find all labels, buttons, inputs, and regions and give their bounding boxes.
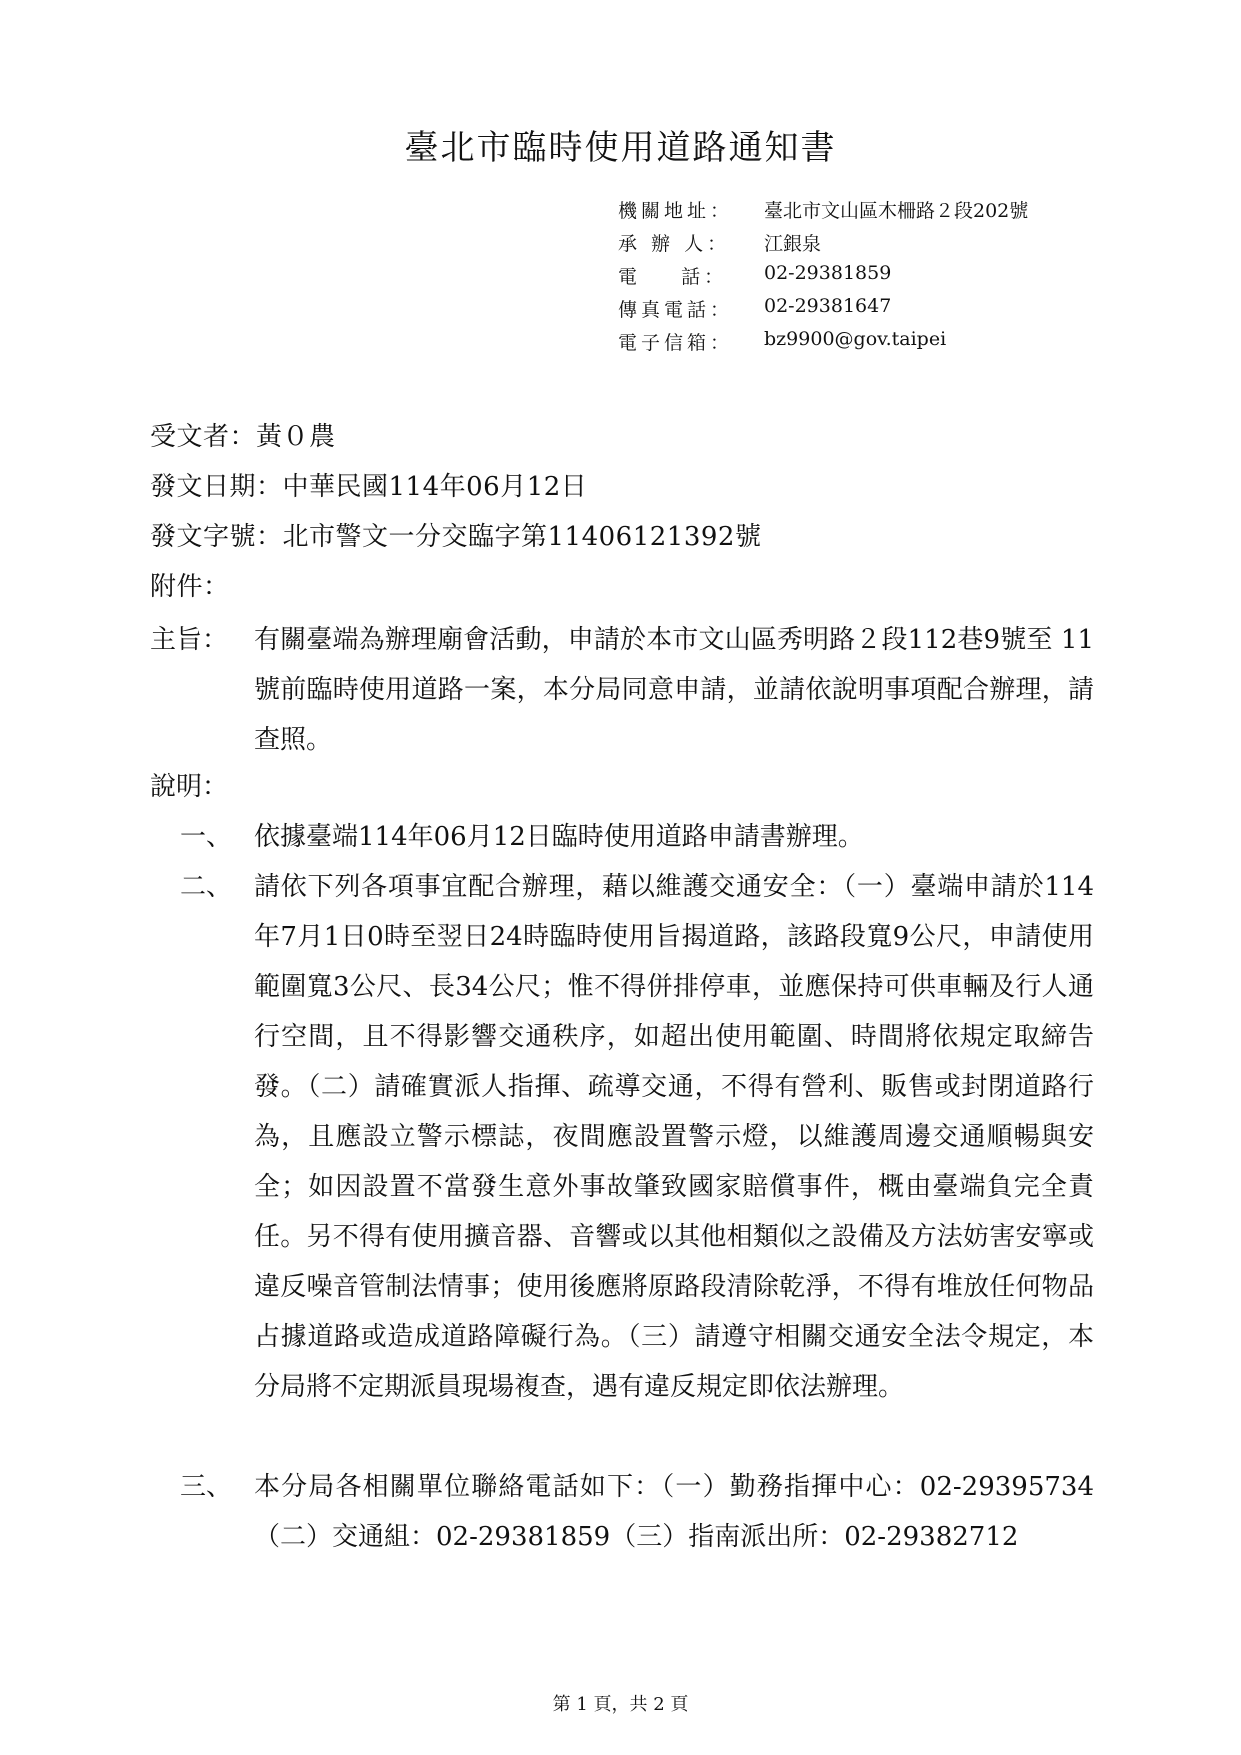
subject-text: 有關臺端為辦理廟會活動，申請於本市文山區秀明路２段112巷9號至 11 號前臨時使用道路一案，本分局同意申請，並請依說明事項配合辦理，請查照。 [254, 625, 1094, 755]
phone-label: 電 話： [618, 266, 728, 288]
item-3-number: 三、 [180, 1472, 233, 1502]
email-value: bz9900@gov.taipei [764, 328, 947, 350]
document-header-fields [150, 416, 761, 616]
recipient: 受文者：黃０農 [150, 422, 336, 452]
page-footer: 第 1 頁，共 2 頁 [552, 1694, 689, 1715]
item-3-text: 本分局各相關單位聯絡電話如下：（一）勤務指揮中心：02-29395734（二）交通組：02-29381859（三）指南派出所：02-29382712 [254, 1472, 1094, 1552]
handler-label: 承 辦 人： [618, 233, 731, 255]
agency-address-row [618, 196, 1028, 229]
fax-label: 傳真電話： [618, 299, 734, 321]
phone-row [618, 262, 1028, 295]
phone-value: 02-29381859 [764, 262, 892, 284]
handler-row [618, 229, 1028, 262]
description-label: 說明： [150, 772, 229, 802]
item-1-number: 一、 [180, 822, 233, 852]
attachment: 附件： [150, 572, 230, 602]
item-2-number: 二、 [180, 872, 233, 902]
fax-value: 02-29381647 [764, 295, 892, 317]
item-2-text: 請依下列各項事宜配合辦理，藉以維護交通安全：（一）臺端申請於114年7月1日0時至翌日24時臨時使用旨揭道路，該路段寬9公尺，申請使用範圍寬3公尺、長34公尺；惟不得併排停車，並應保持可供車輛及行人通行空間，且不得影響交通秩序，如超出使用範圍、時間將依規定取締告發。（二）請確實派人指揮、疏導交通，不得有營利、販售或封閉道路行為，且應設立警示標誌，夜間應設置警示燈，以維護周邊交通順暢與安全；如因設置不當發生意外事故肇致國家賠償事件，概由臺端負完全責任。另不得有使用擴音器、音響或以其他相類似之設備及方法妨害安寧或違反噪音管制法情事；使用後應將原路段清除乾淨，不得有堆放任何物品占據道路或造成道路障礙行為。（三）請遵守相關交通安全法令規定，本分局將不定期派員現場複查，遇有違反規定即依法辦理。 [254, 872, 1094, 1402]
agency-address-value: 臺北市文山區木柵路２段202號 [764, 200, 1029, 222]
agency-address-label: 機關地址： [618, 200, 734, 222]
handler-value: 江銀泉 [764, 233, 822, 255]
subject-label: 主旨： [150, 625, 229, 655]
item-1-text: 依據臺端114年06月12日臨時使用道路申請書辦理。 [254, 822, 864, 852]
document-number: 發文字號：北市警文一分交臨字第11406121392號 [150, 522, 762, 552]
document-title: 臺北市臨時使用道路通知書 [404, 128, 837, 168]
email-label: 電子信箱： [618, 332, 734, 354]
agency-info [618, 196, 1028, 361]
fax-row [618, 295, 1028, 328]
issue-date: 發文日期：中華民國114年06月12日 [150, 472, 588, 502]
email-row [618, 328, 1028, 361]
